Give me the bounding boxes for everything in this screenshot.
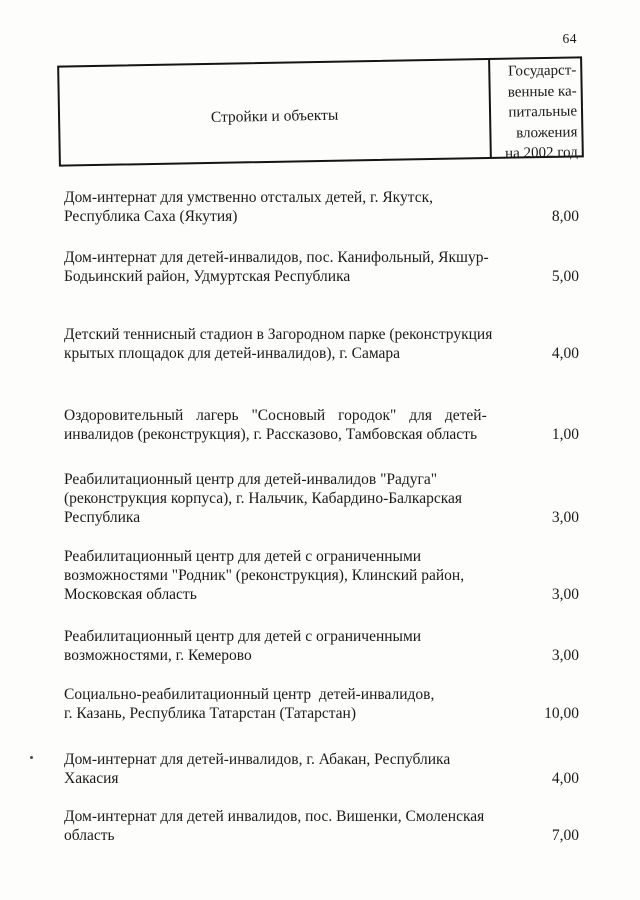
row-value: 8,00: [551, 208, 579, 225]
row-value: 10,00: [544, 705, 579, 722]
row-title: [64, 325, 504, 363]
header-col-investments-line: венные ка-: [507, 82, 577, 101]
row-value: 7,00: [551, 827, 579, 844]
page-number: 64: [562, 31, 577, 46]
row-title-line: Реабилитационный центр для детей с ограниченными: [64, 628, 422, 645]
row-value: 4,00: [551, 345, 579, 362]
row-title-line: Реабилитационный центр для детей с ограниченными: [64, 548, 422, 565]
row-title-line: возможностями "Родник" (реконструкция), Клинский район,: [64, 567, 465, 584]
row-title: [64, 547, 504, 604]
row-title-line: Дом-интернат для детей-инвалидов, г. Абакан, Республика: [64, 751, 451, 768]
row-title: [64, 685, 504, 723]
row-title: [64, 750, 504, 788]
row-title-line: инвалидов (реконструкция), г. Рассказово, Тамбовская область: [64, 426, 478, 443]
header-col-objects: [59, 60, 490, 165]
row-value: 1,00: [551, 426, 579, 443]
table-row: [64, 325, 579, 363]
row-title: [64, 248, 504, 286]
row-title-line: Московская область: [64, 586, 197, 603]
row-title-line: крытых площадок для детей-инвалидов), г. Самара: [64, 345, 401, 362]
table-row: [64, 807, 579, 845]
row-title-line: возможностями, г. Кемерово: [64, 647, 252, 664]
header-col-investments-line: питальные: [508, 103, 578, 121]
table-row: [64, 627, 579, 665]
table-header: [57, 56, 584, 166]
row-title: [64, 807, 504, 845]
table-row: [64, 248, 579, 286]
row-title: [64, 470, 504, 527]
table-row: [64, 685, 579, 723]
table-row: [64, 188, 579, 226]
row-title: [64, 627, 504, 665]
header-col-investments-line: на 2002 год: [504, 144, 578, 162]
row-value: 4,00: [551, 770, 579, 787]
table-row: [64, 750, 579, 788]
row-title-line: Дом-интернат для детей-инвалидов, пос. Канифольный, Якшур-: [64, 249, 489, 266]
row-title: [64, 406, 504, 444]
table-row: [64, 406, 579, 444]
row-title-line: Республика: [64, 509, 141, 526]
row-title-line: Реабилитационный центр для детей-инвалидов "Радуга": [64, 471, 438, 488]
row-title-line: Социально-реабилитационный центр детей-инвалидов,: [64, 686, 435, 703]
row-value: 3,00: [551, 586, 579, 603]
row-value: 3,00: [551, 647, 579, 664]
table-row: [64, 547, 579, 604]
header-col-investments-line: вложения: [515, 123, 578, 142]
row-title-line: Республика Саха (Якутия): [64, 208, 238, 225]
row-title-line: г. Казань, Республика Татарстан (Татарстан): [64, 705, 357, 722]
row-title-line: (реконструкция корпуса), г. Нальчик, Кабардино-Балкарская: [64, 490, 463, 507]
row-title-line: Детский теннисный стадион в Загородном парке (реконструкция: [64, 326, 493, 343]
scan-artifact-dot: [30, 756, 33, 759]
row-title-line: Дом-интернат для умственно отсталых детей, г. Якутск,: [64, 189, 433, 206]
row-title-line: область: [64, 827, 115, 844]
row-value: 5,00: [551, 268, 579, 285]
header-col-investments-line: Государст-: [507, 62, 577, 80]
table-row: [64, 470, 579, 527]
header-col-objects-label: Стройки и объекты: [210, 106, 339, 126]
row-title-line: Хакасия: [64, 770, 119, 787]
header-col-investments: [488, 58, 582, 162]
row-title-line: Дом-интернат для детей инвалидов, пос. Вишенки, Смоленская: [64, 808, 485, 825]
row-title: [64, 188, 504, 226]
row-title-line: Оздоровительный лагерь "Сосновый городок" для детей-: [64, 407, 487, 424]
row-value: 3,00: [551, 509, 579, 526]
row-title-line: Бодьинский район, Удмуртская Республика: [64, 268, 351, 285]
